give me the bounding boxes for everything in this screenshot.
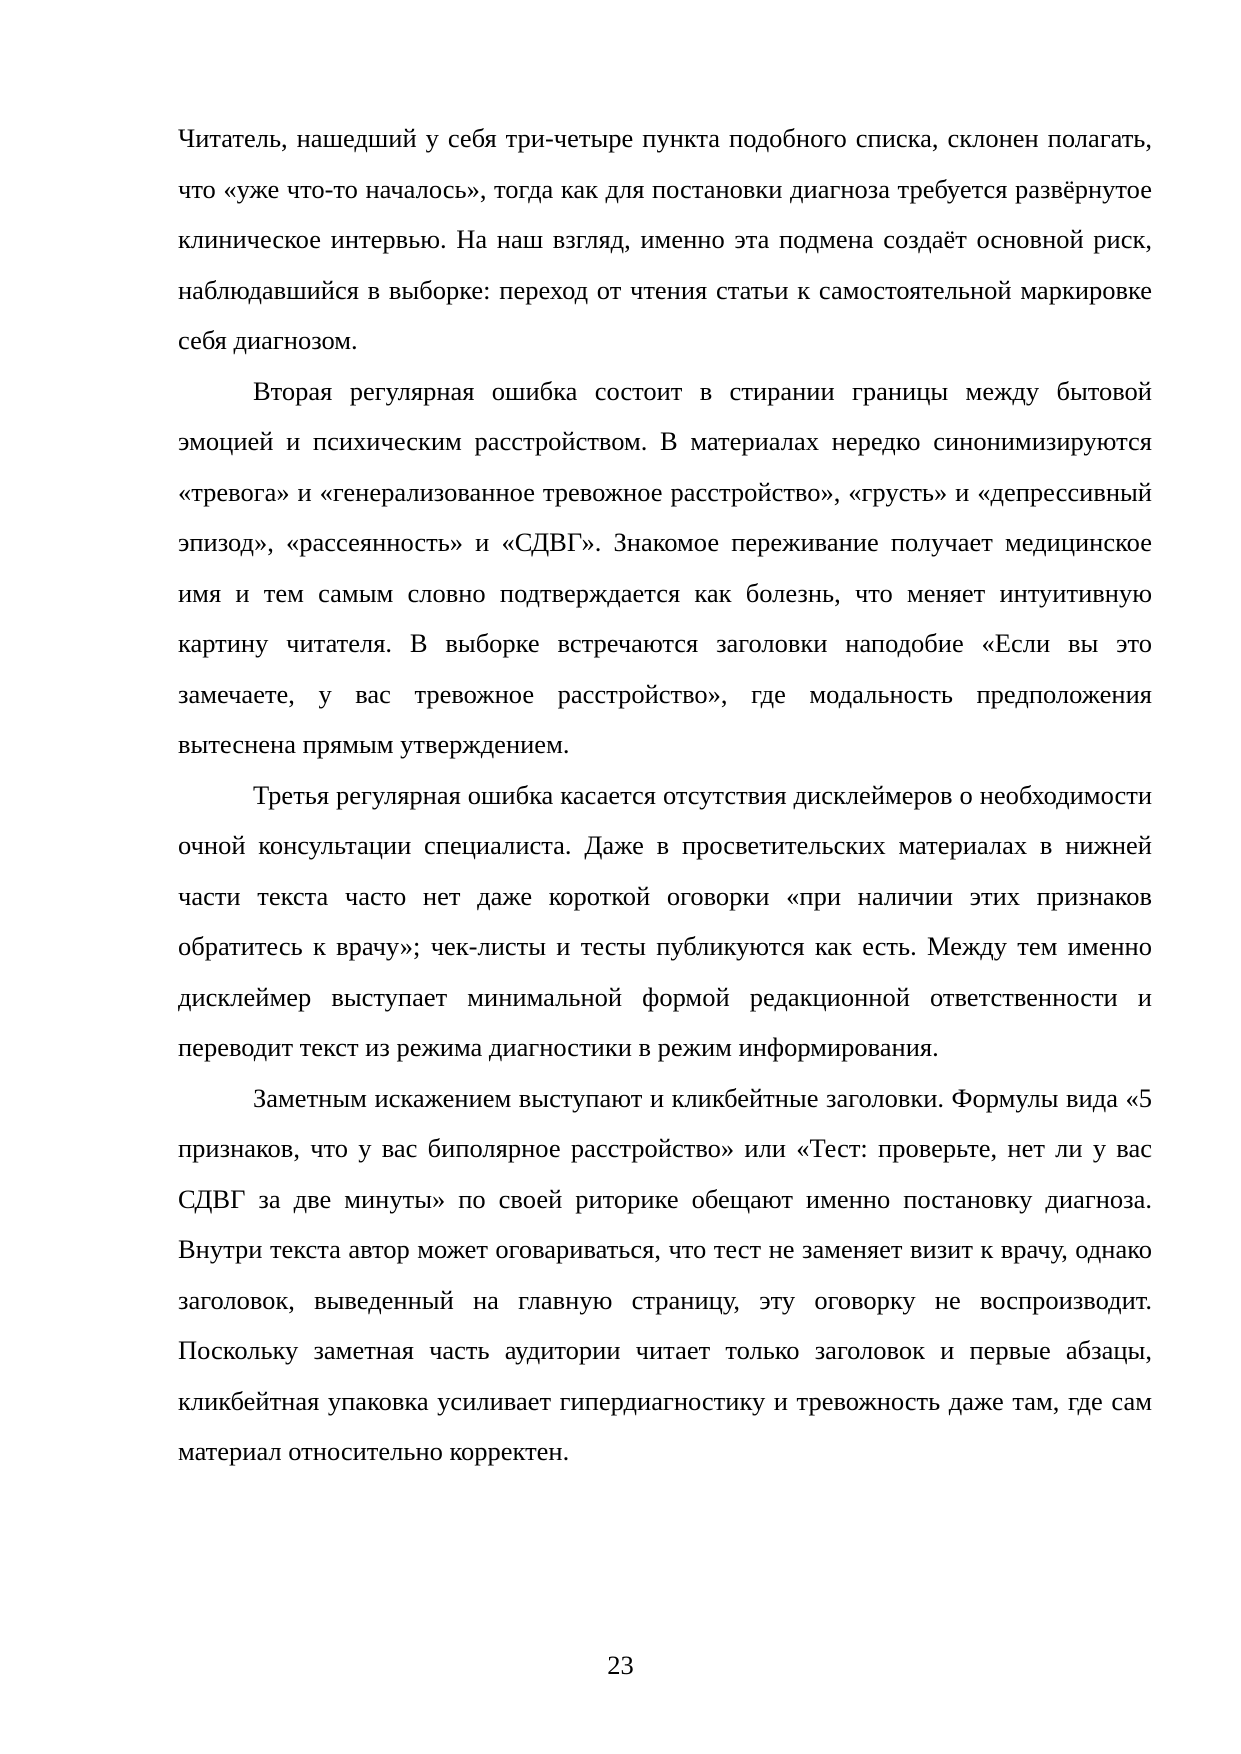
paragraph-1: Читатель, нашедший у себя три-четыре пункта подобного списка, склонен полагать, что «уже что-то началось», тогда как для постановки диагноза требуется развёрнутое клиническое интервью. На наш взгляд, именно эта подмена создаёт основной риск, наблюдавшийся в выборке: переход от чтения статьи к самостоятельной маркировке себя диагнозом.: [178, 123, 1152, 355]
paragraph-2: Вторая регулярная ошибка состоит в стирании границы между бытовой эмоцией и психическим расстройством. В материалах нередко синонимизируются «тревога» и «генерализованное тревожное расстройство», «грусть» и «депрессивный эпизод», «рассеянность» и «СДВГ». Знакомое переживание получает медицинское имя и тем самым словно подтверждается как болезнь, что меняет интуитивную картину читателя. В выборке встречаются заголовки наподобие «Если вы это замечаете, у вас тревожное расстройство», где модальность предположения вытеснена прямым утверждением.: [178, 375, 1152, 759]
paragraph-3: Третья регулярная ошибка касается отсутствия дисклеймеров о необходимости очной консультации специалиста. Даже в просветительских материалах в нижней части текста часто нет даже короткой оговорки «при наличии этих признаков обратитесь к врачу»; чек-листы и тесты публикуются как есть. Между тем именно дисклеймер выступает минимальной формой редакционной ответственности и переводит текст из режима диагностики в режим информирования.: [178, 779, 1152, 1062]
paragraph-4: Заметным искажением выступают и кликбейтные заголовки. Формулы вида «5 признаков, что у вас биполярное расстройство» или «Тест: проверьте, нет ли у вас СДВГ за две минуты» по своей риторике обещают именно постановку диагноза. Внутри текста автор может оговариваться, что тест не заменяет визит к врачу, однако заголовок, выведенный на главную страницу, эту оговорку не воспроизводит. Поскольку заметная часть аудитории читает только заголовок и первые абзацы, кликбейтная упаковка усиливает гипердиагностику и тревожность даже там, где сам материал относительно корректен.: [178, 1082, 1152, 1466]
body-text: [178, 113, 1152, 1477]
page-number: 23: [607, 1650, 634, 1680]
